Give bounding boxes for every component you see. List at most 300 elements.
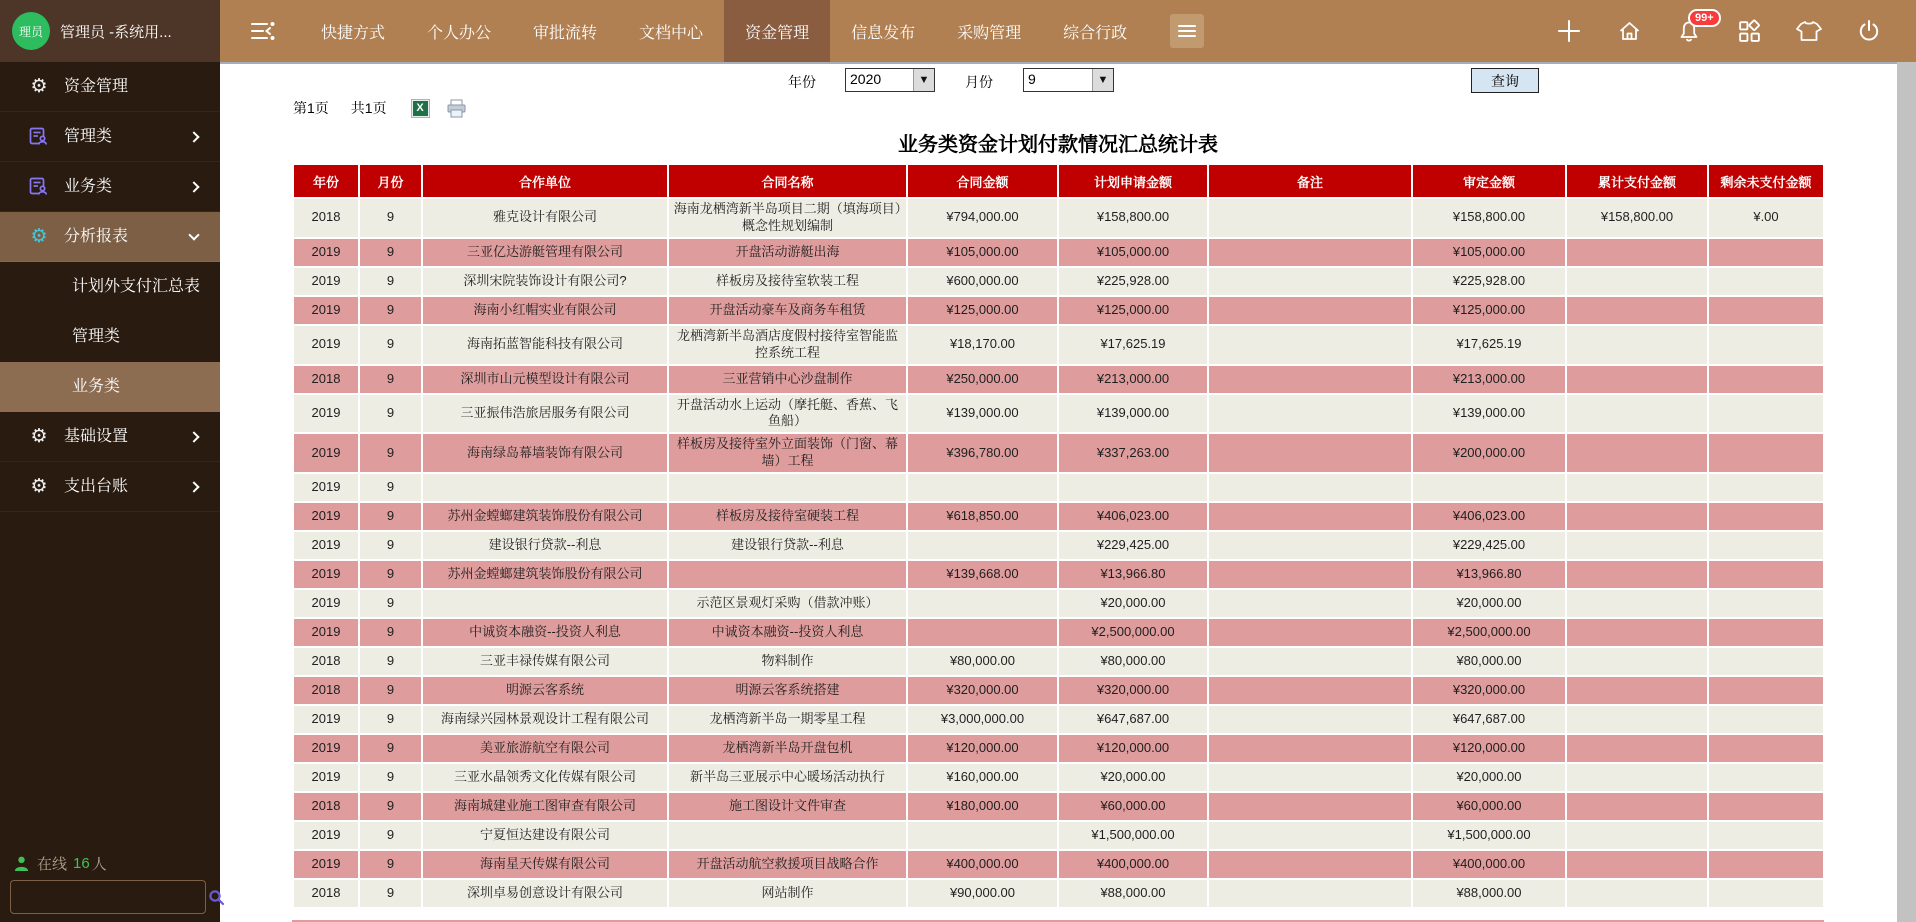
table-cell: 2019 [293,238,359,267]
column-header: 年份 [293,164,359,198]
table-row [293,821,1824,850]
table-cell [1208,531,1412,560]
table-cell [1708,531,1824,560]
table-cell [907,618,1058,647]
column-header: 备注 [1208,164,1412,198]
table-cell [1208,734,1412,763]
table-row [293,365,1824,394]
sidebar-item[interactable] [0,62,220,112]
table-cell [1566,267,1708,296]
notifications-icon[interactable] [1676,12,1714,44]
select-dropdown-arrow-icon[interactable] [913,69,934,91]
table-cell: 2018 [293,879,359,908]
sidebar-item[interactable] [0,312,220,362]
table-cell: 9 [359,792,422,821]
table-cell: 建设银行贷款--利息 [668,531,907,560]
search-input[interactable] [11,881,208,913]
table-cell [1708,647,1824,676]
table-cell [1708,792,1824,821]
month-select[interactable]: 9 ▼ [1023,68,1114,92]
table-cell: 9 [359,705,422,734]
user-display-name: 管理员 -系统用... [60,23,172,41]
table-row [293,879,1824,908]
sidebar [0,62,220,922]
table-cell: ¥400,000.00 [907,850,1058,879]
doc-user-icon [26,177,52,196]
sidebar-item[interactable] [0,162,220,212]
table-cell: 施工图设计文件审查 [668,792,907,821]
table-row [293,792,1824,821]
table-cell: 龙栖湾新半岛酒店度假村接待室智能监控系统工程 [668,325,907,365]
table-cell: 三亚亿达游艇管理有限公司 [422,238,668,267]
table-cell [1208,238,1412,267]
table-cell: ¥200,000.00 [1412,433,1566,473]
table-cell [1708,365,1824,394]
table-cell [1566,365,1708,394]
nav-item[interactable]: 审批流转 [533,24,598,42]
table-cell [1208,198,1412,238]
table-cell [1708,502,1824,531]
nav-item[interactable]: 个人办公 [427,24,492,42]
table-cell: 2018 [293,647,359,676]
table-cell: ¥250,000.00 [907,365,1058,394]
table-cell [1708,676,1824,705]
print-icon[interactable] [446,99,467,118]
table-cell: ¥60,000.00 [1412,792,1566,821]
table-row [293,850,1824,879]
table-cell: 龙栖湾新半岛开盘包机 [668,734,907,763]
table-row [293,296,1824,325]
table-cell: ¥120,000.00 [1058,734,1208,763]
table-cell: 2019 [293,267,359,296]
table-cell: 9 [359,502,422,531]
table-cell: ¥105,000.00 [907,238,1058,267]
table-cell: ¥406,023.00 [1058,502,1208,531]
table-cell: ¥139,000.00 [1412,394,1566,434]
table-cell: ¥.00 [1708,198,1824,238]
table-cell: 9 [359,821,422,850]
table-cell: 9 [359,618,422,647]
pagination-bar [293,98,467,118]
table-cell: ¥158,800.00 [1058,198,1208,238]
table-cell: 2019 [293,531,359,560]
nav-item[interactable]: 文档中心 [639,24,704,42]
sidebar-item-label: 基础设置 [64,427,129,445]
table-cell: 2018 [293,198,359,238]
table-cell [1208,296,1412,325]
add-icon[interactable] [1556,18,1582,44]
table-cell [1208,394,1412,434]
table-cell: ¥80,000.00 [1412,647,1566,676]
apps-menu-button[interactable] [1170,14,1204,48]
column-header: 合同金额 [907,164,1058,198]
table-cell: ¥213,000.00 [1058,365,1208,394]
main-nav [300,0,1148,62]
apps-icon[interactable] [1736,18,1762,44]
table-cell: 2019 [293,734,359,763]
table-cell: 样板房及接待室硬装工程 [668,502,907,531]
gear-icon: ⚙ [30,76,48,97]
table-cell [668,473,907,502]
sidebar-item-label: 管理类 [64,127,113,145]
table-cell [1708,734,1824,763]
table-cell: ¥13,966.80 [1412,560,1566,589]
table-cell: ¥20,000.00 [1412,589,1566,618]
table-cell [1708,296,1824,325]
table-cell [422,473,668,502]
table-cell: 9 [359,531,422,560]
sidebar-item-label: 支出台账 [64,477,129,495]
table-cell: ¥320,000.00 [907,676,1058,705]
table-row [293,267,1824,296]
table-cell [1566,238,1708,267]
table-row [293,589,1824,618]
table-cell [1208,792,1412,821]
table-cell: 样板房及接待室外立面装饰（门窗、幕墙）工程 [668,433,907,473]
month-label: 月份 [965,74,993,90]
table-cell: ¥139,668.00 [907,560,1058,589]
table-row [293,676,1824,705]
table-cell [1708,267,1824,296]
table-cell: 海南城建业施工图审查有限公司 [422,792,668,821]
sidebar-item[interactable] [0,362,220,412]
table-cell: 2018 [293,365,359,394]
avatar[interactable]: 理员 [12,12,50,50]
select-dropdown-arrow-icon[interactable] [1092,69,1113,91]
table-cell: ¥618,850.00 [907,502,1058,531]
table-cell: ¥139,000.00 [907,394,1058,434]
table-cell: ¥1,500,000.00 [1412,821,1566,850]
sidebar-item-label: 资金管理 [64,77,129,95]
table-cell: 中诚资本融资--投资人利息 [422,618,668,647]
table-cell [1708,821,1824,850]
nav-item[interactable]: 信息发布 [851,24,916,42]
table-cell: ¥17,625.19 [1412,325,1566,365]
table-cell [1708,763,1824,792]
table-cell: 深圳市山元模型设计有限公司 [422,365,668,394]
table-cell: 开盘活动游艇出海 [668,238,907,267]
vertical-scrollbar[interactable] [1897,62,1916,922]
nav-item[interactable]: 资金管理 [724,0,830,62]
table-cell [1566,433,1708,473]
table-cell: 深圳卓易创意设计有限公司 [422,879,668,908]
table-row [293,473,1824,502]
table-row [293,238,1824,267]
table-cell [1566,618,1708,647]
table-row [293,502,1824,531]
table-cell [1208,821,1412,850]
table-cell: 9 [359,589,422,618]
table-cell [1708,325,1824,365]
table-cell: 龙栖湾新半岛一期零星工程 [668,705,907,734]
table-cell: ¥80,000.00 [1058,647,1208,676]
chevron-right-icon [188,181,199,192]
table-cell: 中诚资本融资--投资人利息 [668,618,907,647]
user-section[interactable] [0,0,220,62]
table-cell: 9 [359,763,422,792]
chevron-right-icon [188,481,199,492]
table-cell: 海南绿兴园林景观设计工程有限公司 [422,705,668,734]
table-cell [1708,394,1824,434]
table-cell: ¥794,000.00 [907,198,1058,238]
table-cell [907,473,1058,502]
table-cell: 宁夏恒达建设有限公司 [422,821,668,850]
nav-item[interactable]: 综合行政 [1063,24,1128,42]
table-cell: ¥120,000.00 [907,734,1058,763]
table-cell: ¥160,000.00 [907,763,1058,792]
table-row [293,531,1824,560]
table-cell: 9 [359,238,422,267]
table-cell [422,589,668,618]
table-cell: 海南小红帽实业有限公司 [422,296,668,325]
table-cell [1708,589,1824,618]
chevron-right-icon [188,431,199,442]
table-row [293,618,1824,647]
table-cell: 9 [359,647,422,676]
online-label: 在线 [37,856,68,873]
report-title: 业务类资金计划付款情况汇总统计表 [898,134,1218,156]
table-cell [1566,879,1708,908]
table-cell: 2019 [293,296,359,325]
table-cell: 海南龙栖湾新半岛项目二期（填海项目）概念性规划编制 [668,198,907,238]
table-cell: ¥125,000.00 [907,296,1058,325]
table-cell: ¥105,000.00 [1058,238,1208,267]
table-cell: 2019 [293,325,359,365]
table-cell: ¥2,500,000.00 [1058,618,1208,647]
table-cell: ¥17,625.19 [1058,325,1208,365]
doc-user-icon [26,127,52,146]
table-cell [668,560,907,589]
table-cell: 9 [359,296,422,325]
table-cell [1566,850,1708,879]
table-cell [1708,879,1824,908]
table-cell [1208,763,1412,792]
sidebar-item-label: 计划外支付汇总表 [72,278,201,296]
table-cell [1566,734,1708,763]
column-header: 月份 [359,164,422,198]
hamburger-icon [1178,24,1196,38]
table-cell: 9 [359,394,422,434]
table-cell: 三亚水晶领秀文化传媒有限公司 [422,763,668,792]
gear-teal-icon: ⚙ [30,226,48,247]
table-cell: ¥396,780.00 [907,433,1058,473]
table-cell: ¥225,928.00 [1412,267,1566,296]
table-cell: ¥400,000.00 [1058,850,1208,879]
table-cell [1208,618,1412,647]
chevron-right-icon [188,131,199,142]
search-icon[interactable] [208,889,225,906]
table-cell: ¥647,687.00 [1412,705,1566,734]
table-cell [1708,850,1824,879]
table-cell: ¥125,000.00 [1058,296,1208,325]
table-cell: 苏州金螳螂建筑装饰股份有限公司 [422,502,668,531]
table-row [293,763,1824,792]
sidebar-search [10,880,206,914]
table-cell [1708,618,1824,647]
home-icon[interactable] [1616,18,1642,44]
table-cell [1208,502,1412,531]
table-cell: ¥3,000,000.00 [907,705,1058,734]
table-cell [1708,560,1824,589]
table-cell [1208,647,1412,676]
current-page: 第1页 [293,100,329,116]
table-cell [1566,296,1708,325]
table-cell: ¥320,000.00 [1058,676,1208,705]
table-cell [1208,267,1412,296]
table-cell: 开盘活动豪车及商务车租赁 [668,296,907,325]
sidebar-item-label: 业务类 [64,177,113,195]
table-cell: 深圳宋院装饰设计有限公司? [422,267,668,296]
table-cell: 2019 [293,763,359,792]
notification-badge: 99+ [1688,9,1721,27]
table-cell: 2019 [293,618,359,647]
table-cell [1058,473,1208,502]
nav-item[interactable]: 快捷方式 [321,24,386,42]
table-cell: ¥337,263.00 [1058,433,1208,473]
power-icon[interactable] [1856,18,1882,44]
table-cell: ¥105,000.00 [1412,238,1566,267]
table-cell [1208,325,1412,365]
sidebar-item-label: 分析报表 [64,227,129,245]
column-header: 合同名称 [668,164,907,198]
table-cell: 9 [359,433,422,473]
table-cell: 9 [359,365,422,394]
query-button[interactable]: 查询 [1471,68,1539,93]
table-cell: ¥2,500,000.00 [1412,618,1566,647]
table-cell: ¥20,000.00 [1058,589,1208,618]
table-cell: ¥80,000.00 [907,647,1058,676]
table-cell: ¥180,000.00 [907,792,1058,821]
export-excel-icon[interactable]: X [411,99,430,118]
table-cell [1208,473,1412,502]
table-row [293,560,1824,589]
table-cell [1566,589,1708,618]
column-header: 合作单位 [422,164,668,198]
table-cell [1208,850,1412,879]
table-cell: ¥225,928.00 [1058,267,1208,296]
content-area [220,62,1897,922]
table-cell: 9 [359,325,422,365]
topbar-icons [1556,0,1916,62]
table-cell: 2019 [293,589,359,618]
table-cell: ¥600,000.00 [907,267,1058,296]
table-cell: 2019 [293,560,359,589]
table-cell [907,821,1058,850]
gear-icon: ⚙ [30,426,48,447]
year-select[interactable]: 2020 ▼ [845,68,935,92]
table-cell [1566,647,1708,676]
table-cell: ¥213,000.00 [1412,365,1566,394]
table-cell: 开盘活动航空救援项目战略合作 [668,850,907,879]
table-cell: 9 [359,198,422,238]
table-cell: 9 [359,560,422,589]
topbar [0,0,1916,62]
table-cell: 明源云客系统搭建 [668,676,907,705]
table-cell: 网站制作 [668,879,907,908]
year-label: 年份 [788,74,816,90]
table-cell [1566,394,1708,434]
table-cell: 示范区景观灯采购（借款冲账） [668,589,907,618]
table-row [293,705,1824,734]
table-cell: 9 [359,850,422,879]
table-cell: 三亚丰禄传媒有限公司 [422,647,668,676]
sidebar-collapse-icon[interactable] [250,18,276,44]
table-cell: 2018 [293,676,359,705]
table-cell [1208,365,1412,394]
sidebar-item[interactable] [0,262,220,312]
table-cell: 样板房及接待室软装工程 [668,267,907,296]
table-cell: 9 [359,473,422,502]
table-row [293,734,1824,763]
table-cell: ¥647,687.00 [1058,705,1208,734]
sidebar-item[interactable] [0,412,220,462]
table-cell [1412,473,1566,502]
table-cell [1566,705,1708,734]
table-cell: 2019 [293,705,359,734]
table-cell: 2018 [293,792,359,821]
sidebar-item[interactable] [0,462,220,512]
table-row [293,647,1824,676]
table-cell [1566,531,1708,560]
table-cell: 2019 [293,473,359,502]
online-count: 16 [73,855,90,872]
sidebar-item[interactable] [0,112,220,162]
theme-icon[interactable] [1796,18,1822,44]
table-cell [1708,705,1824,734]
table-cell: 三亚营销中心沙盘制作 [668,365,907,394]
table-cell [1566,473,1708,502]
table-cell: 美亚旅游航空有限公司 [422,734,668,763]
sidebar-item[interactable] [0,212,220,262]
table-cell: ¥400,000.00 [1412,850,1566,879]
table-cell: ¥20,000.00 [1058,763,1208,792]
table-cell: 雅克设计有限公司 [422,198,668,238]
sidebar-item-label: 业务类 [72,378,121,396]
table-cell: ¥125,000.00 [1412,296,1566,325]
table-cell [1208,560,1412,589]
table-cell [1208,433,1412,473]
table-cell: ¥1,500,000.00 [1058,821,1208,850]
column-header: 累计支付金额 [1566,164,1708,198]
table-cell: ¥90,000.00 [907,879,1058,908]
table-cell: ¥120,000.00 [1412,734,1566,763]
table-cell: 海南星天传媒有限公司 [422,850,668,879]
table-cell: ¥60,000.00 [1058,792,1208,821]
column-header: 剩余未支付金额 [1708,164,1824,198]
table-cell: 明源云客系统 [422,676,668,705]
table-cell: 2019 [293,850,359,879]
table-cell: ¥88,000.00 [1412,879,1566,908]
table-cell [1708,238,1824,267]
table-row [293,325,1824,365]
online-status [0,853,220,874]
table-cell: ¥158,800.00 [1566,198,1708,238]
table-cell: 海南绿岛幕墙装饰有限公司 [422,433,668,473]
table-cell [1208,589,1412,618]
table-cell: 9 [359,676,422,705]
online-unit: 人 [91,856,107,873]
chevron-down-icon [188,229,199,240]
table-cell: ¥158,800.00 [1412,198,1566,238]
table-cell: ¥20,000.00 [1412,763,1566,792]
table-cell: ¥229,425.00 [1058,531,1208,560]
table-cell: 建设银行贷款--利息 [422,531,668,560]
table-cell [1566,763,1708,792]
nav-item[interactable]: 采购管理 [957,24,1022,42]
column-header: 计划申请金额 [1058,164,1208,198]
table-cell: 9 [359,267,422,296]
table-cell [668,821,907,850]
